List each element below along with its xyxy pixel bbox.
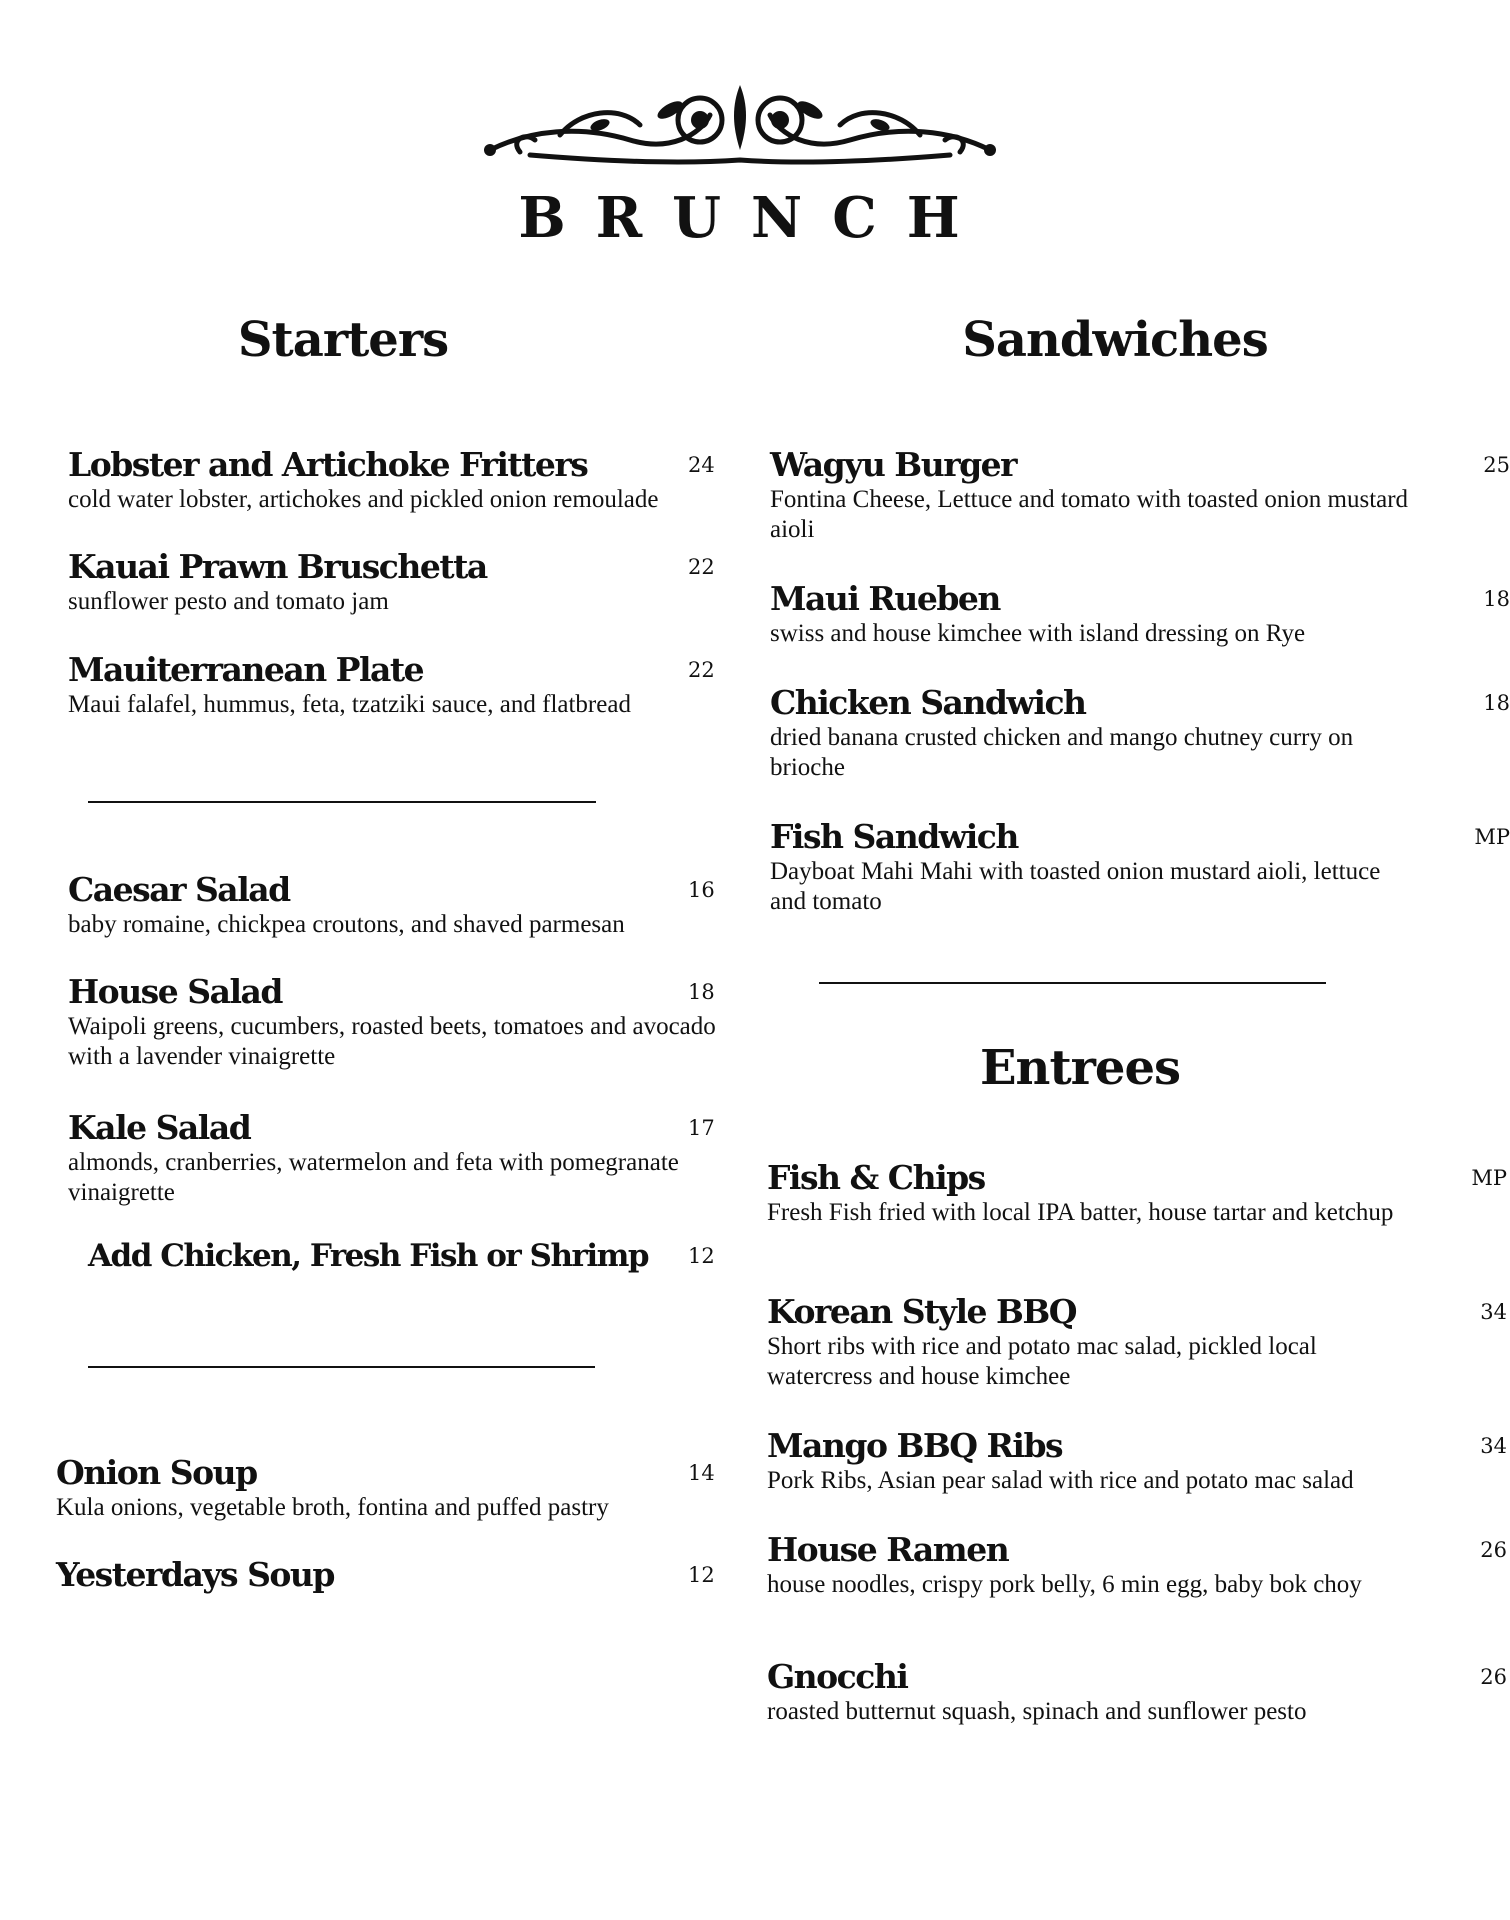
menu-item (767, 1657, 1507, 1727)
menu-addon (88, 1236, 718, 1276)
item-name: Mango BBQ Ribs (767, 1426, 1063, 1465)
item-price: 22 (688, 555, 715, 579)
item-description: Short ribs with rice and potato mac salad, pickled local watercress and house kimchee (767, 1333, 1317, 1390)
item-price: 17 (688, 1116, 715, 1140)
item-description: swiss and house kimchee with island dressing on Rye (770, 620, 1306, 647)
menu-item (68, 1108, 718, 1208)
menu-item (770, 445, 1510, 545)
menu-item (770, 683, 1510, 783)
menu-item (68, 972, 718, 1072)
item-name: Fish Sandwich (770, 817, 1018, 856)
item-name: Onion Soup (56, 1453, 257, 1492)
item-name: Yesterdays Soup (56, 1555, 334, 1594)
item-description: Fontina Cheese, Lettuce and tomato with toasted onion mustard aioli (770, 486, 1409, 543)
item-description: almonds, cranberries, watermelon and feta with pomegranate vinaigrette (68, 1149, 679, 1206)
item-name: House Ramen (767, 1530, 1009, 1569)
item-description: Maui falafel, hummus, feta, tzatziki sauce, and flatbread (68, 691, 631, 718)
item-price: 34 (1480, 1300, 1507, 1324)
item-price: 18 (1483, 587, 1510, 611)
menu-item (767, 1158, 1507, 1228)
item-description: Dayboat Mahi Mahi with toasted onion mustard aioli, lettuce and tomato (770, 858, 1381, 915)
divider (88, 1366, 595, 1368)
section-title-entrees: Entrees (979, 1040, 1181, 1096)
menu-item (68, 870, 718, 940)
item-description: cold water lobster, artichokes and pickled onion remoulade (68, 486, 659, 513)
menu-item (68, 650, 718, 720)
item-name: Lobster and Artichoke Fritters (68, 445, 588, 484)
item-name: Maui Rueben (770, 579, 1000, 618)
addon-name: Add Chicken, Fresh Fish or Shrimp (88, 1238, 649, 1274)
menu-item (767, 1292, 1507, 1392)
section-title-sandwiches: Sandwiches (962, 312, 1268, 368)
item-price: MP (1471, 1166, 1507, 1190)
menu-item (770, 579, 1510, 649)
item-price: 26 (1480, 1665, 1507, 1689)
item-description: Fresh Fish fried with local IPA batter, house tartar and ketchup (767, 1199, 1394, 1226)
item-price: 18 (688, 980, 715, 1004)
divider (88, 801, 596, 803)
item-description: Pork Ribs, Asian pear salad with rice and potato mac salad (767, 1467, 1354, 1494)
addon-price: 12 (688, 1244, 715, 1268)
item-price: 16 (688, 878, 715, 902)
item-price: 12 (688, 1563, 715, 1587)
item-description: Kula onions, vegetable broth, fontina and puffed pastry (56, 1494, 609, 1521)
menu-title: BRUNCH (518, 185, 990, 251)
item-name: Gnocchi (767, 1657, 908, 1696)
flourish-ornament-icon (470, 80, 1010, 170)
item-price: 25 (1483, 453, 1510, 477)
menu-item (767, 1426, 1507, 1496)
item-price: MP (1474, 825, 1510, 849)
item-name: House Salad (68, 972, 282, 1011)
item-name: Caesar Salad (68, 870, 290, 909)
item-name: Mauiterranean Plate (68, 650, 424, 689)
item-description: sunflower pesto and tomato jam (68, 588, 389, 615)
divider (819, 982, 1326, 984)
item-name: Fish & Chips (767, 1158, 985, 1197)
menu-item (767, 1530, 1507, 1600)
menu-item (56, 1453, 715, 1523)
item-name: Wagyu Burger (770, 445, 1017, 484)
item-description: dried banana crusted chicken and mango chutney curry on brioche (770, 724, 1354, 781)
item-description: house noodles, crispy pork belly, 6 min egg, baby bok choy (767, 1571, 1362, 1598)
item-description: Waipoli greens, cucumbers, roasted beets, tomatoes and avocado with a lavender vinaigrette (68, 1013, 716, 1070)
item-price: 24 (688, 453, 715, 477)
item-price: 14 (688, 1461, 715, 1485)
item-price: 26 (1480, 1538, 1507, 1562)
item-description: roasted butternut squash, spinach and sunflower pesto (767, 1698, 1307, 1725)
item-name: Korean Style BBQ (767, 1292, 1077, 1331)
item-description: baby romaine, chickpea croutons, and shaved parmesan (68, 911, 625, 938)
item-name: Chicken Sandwich (770, 683, 1086, 722)
menu-item (56, 1555, 715, 1595)
item-name: Kauai Prawn Bruschetta (68, 547, 487, 586)
menu-item (68, 547, 718, 617)
item-name: Kale Salad (68, 1108, 251, 1147)
menu-item (68, 445, 718, 515)
section-title-starters: Starters (237, 312, 449, 368)
item-price: 34 (1480, 1434, 1507, 1458)
item-price: 22 (688, 658, 715, 682)
menu-item (770, 817, 1510, 917)
item-price: 18 (1483, 691, 1510, 715)
